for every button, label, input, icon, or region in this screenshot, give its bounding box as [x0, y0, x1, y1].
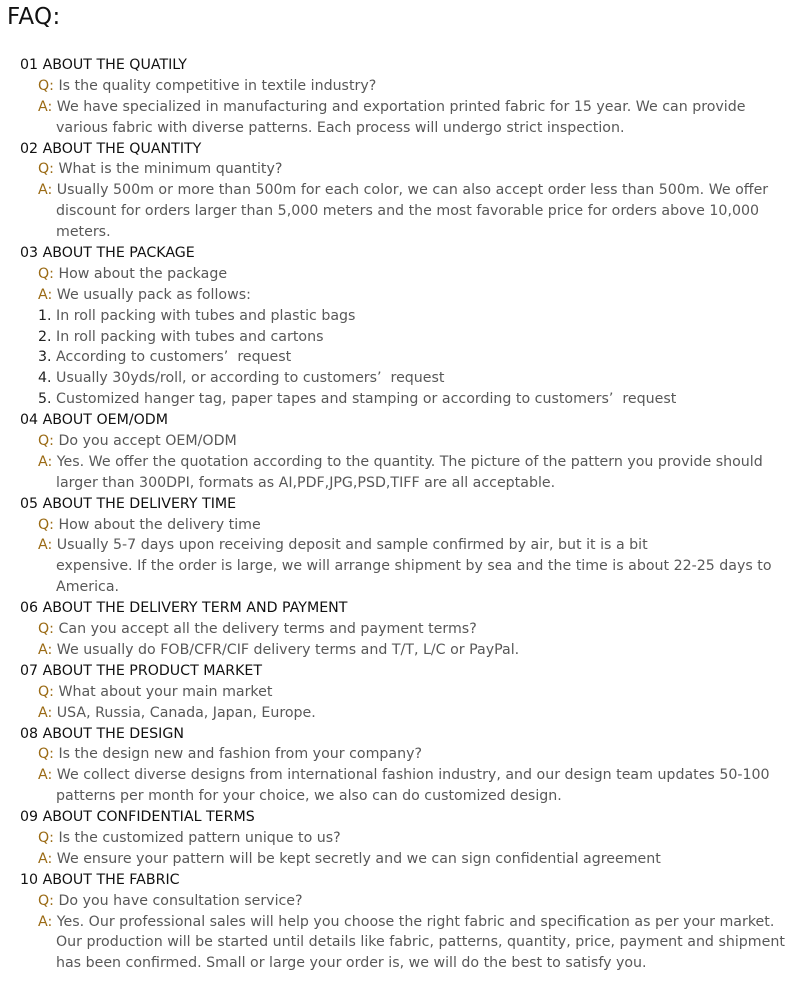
answer-label: A:: [38, 850, 53, 867]
answer-label: A:: [38, 453, 53, 470]
answer-text: Yes. Our professional sales will help you choose the right fabric and specification as per your market.: [52, 913, 775, 930]
list-item-text: In roll packing with tubes and cartons: [51, 328, 324, 345]
question-line: [0, 76, 790, 97]
answer-continuation: patterns per month for your choice, we also can do customized design.: [56, 788, 562, 805]
answer-continuation: larger than 300DPI, formats as AI,PDF,JPG,PSD,TIFF are all acceptable.: [56, 474, 556, 491]
question-label: Q:: [38, 161, 54, 178]
faq-section: [0, 724, 790, 808]
answer-line: [0, 180, 790, 201]
list-number: 3.: [38, 349, 52, 366]
answer-continuation: expensive. If the order is large, we will arrange shipment by sea and the time is about 22-25 days to: [56, 558, 772, 575]
list-item-text: Usually 30yds/roll, or according to customers’ request: [51, 370, 445, 387]
list-item-text: Customized hanger tag, paper tapes and stamping or according to customers’ request: [51, 391, 677, 408]
question-label: Q:: [38, 746, 54, 763]
section-heading: 08 ABOUT THE DESIGN: [20, 725, 184, 742]
faq-section: [0, 55, 790, 139]
list-number: 2.: [38, 328, 52, 345]
answer-label: A:: [38, 913, 53, 930]
answer-text: We usually do FOB/CFR/CIF delivery terms and T/T, L/C or PayPal.: [52, 641, 520, 658]
answer-line: [0, 97, 790, 118]
question-label: Q:: [38, 892, 54, 909]
faq-section: [0, 243, 790, 410]
section-heading: 01 ABOUT THE QUATILY: [20, 57, 187, 73]
section-heading: 04 ABOUT OEM/ODM: [20, 412, 168, 429]
faq-section: [0, 494, 790, 598]
section-heading: 06 ABOUT THE DELIVERY TERM AND PAYMENT: [20, 600, 348, 617]
question-text: Is the quality competitive in textile industry?: [53, 77, 377, 94]
answer-text: Yes. We offer the quotation according to the quantity. The picture of the pattern you provide should: [52, 453, 763, 470]
answer-line: [0, 640, 790, 661]
list-item: [0, 306, 790, 327]
question-text: What about your main market: [53, 683, 273, 700]
faq-section: [0, 870, 790, 974]
list-number: 1.: [38, 307, 52, 324]
list-item: [0, 389, 790, 410]
answer-label: A:: [38, 767, 53, 784]
answer-line: [0, 535, 790, 556]
faq-section: [0, 410, 790, 494]
answer-line: [0, 912, 790, 933]
answer-label: A:: [38, 704, 53, 721]
answer-label: A:: [38, 537, 53, 554]
faq-list: [0, 55, 790, 974]
answer-line: [0, 765, 790, 786]
question-text: Is the design new and fashion from your company?: [53, 746, 423, 763]
question-line: [0, 891, 790, 912]
list-item: [0, 327, 790, 348]
answer-continuation: has been confirmed. Small or large your order is, we will do the best to satisfy you.: [56, 955, 647, 972]
answer-label: A:: [38, 98, 53, 115]
answer-label: A:: [38, 182, 53, 199]
question-text: What is the minimum quantity?: [53, 161, 283, 178]
faq-section: [0, 661, 790, 724]
answer-continuation: discount for orders larger than 5,000 meters and the most favorable price for orders above 10,000: [56, 203, 760, 220]
section-heading: 02 ABOUT THE QUANTITY: [20, 140, 202, 157]
faq-section: [0, 139, 790, 243]
question-line: [0, 264, 790, 285]
section-heading: 05 ABOUT THE DELIVERY TIME: [20, 495, 237, 512]
question-text: Do you accept OEM/ODM: [53, 433, 237, 450]
answer-continuation: America.: [56, 579, 120, 596]
question-label: Q:: [38, 829, 54, 846]
faq-section: [0, 598, 790, 661]
question-label: Q:: [38, 516, 54, 533]
question-line: [0, 431, 790, 452]
page-title: FAQ:: [7, 4, 61, 30]
question-line: [0, 682, 790, 703]
answer-text: We collect diverse designs from international fashion industry, and our design team updates 50-100: [52, 767, 770, 784]
question-text: How about the delivery time: [53, 516, 261, 533]
answer-line: [0, 452, 790, 473]
answer-label: A:: [38, 641, 53, 658]
answer-continuation: Our production will be started until details like fabric, patterns, quantity, price, payment and shipment: [56, 934, 785, 951]
list-number: 5.: [38, 391, 52, 408]
question-label: Q:: [38, 683, 54, 700]
list-item: [0, 368, 790, 389]
answer-line: [0, 849, 790, 870]
question-line: [0, 828, 790, 849]
answer-continuation: various fabric with diverse patterns. Each process will undergo strict inspection.: [56, 119, 625, 136]
question-line: [0, 744, 790, 765]
question-line: [0, 515, 790, 536]
question-label: Q:: [38, 265, 54, 282]
answer-text: Usually 5-7 days upon receiving deposit and sample confirmed by air, but it is a bit: [52, 537, 648, 554]
answer-label: A:: [38, 286, 53, 303]
list-item-text: According to customers’ request: [51, 349, 292, 366]
answer-text: Usually 500m or more than 500m for each color, we can also accept order less than 500m. We offer: [52, 182, 769, 199]
list-number: 4.: [38, 370, 52, 387]
question-label: Q:: [38, 433, 54, 450]
answer-text: USA, Russia, Canada, Japan, Europe.: [52, 704, 316, 721]
list-item: [0, 347, 790, 368]
faq-section: [0, 807, 790, 870]
answer-text: We have specialized in manufacturing and exportation printed fabric for 15 year. We can provide: [52, 98, 746, 115]
question-line: [0, 619, 790, 640]
question-text: Do you have consultation service?: [53, 892, 303, 909]
question-label: Q:: [38, 621, 54, 638]
question-text: How about the package: [53, 265, 228, 282]
section-heading: 07 ABOUT THE PRODUCT MARKET: [20, 662, 262, 679]
answer-text: We ensure your pattern will be kept secretly and we can sign confidential agreement: [52, 850, 661, 867]
answer-line: [0, 285, 790, 306]
section-heading: 09 ABOUT CONFIDENTIAL TERMS: [20, 809, 255, 826]
question-line: [0, 159, 790, 180]
answer-continuation: meters.: [56, 224, 111, 241]
answer-line: [0, 703, 790, 724]
section-heading: 03 ABOUT THE PACKAGE: [20, 245, 195, 262]
question-text: Is the customized pattern unique to us?: [53, 829, 341, 846]
question-text: Can you accept all the delivery terms and payment terms?: [53, 621, 477, 638]
list-item-text: In roll packing with tubes and plastic bags: [51, 307, 356, 324]
question-label: Q:: [38, 77, 54, 94]
section-heading: 10 ABOUT THE FABRIC: [20, 871, 180, 888]
answer-text: We usually pack as follows:: [52, 286, 251, 303]
